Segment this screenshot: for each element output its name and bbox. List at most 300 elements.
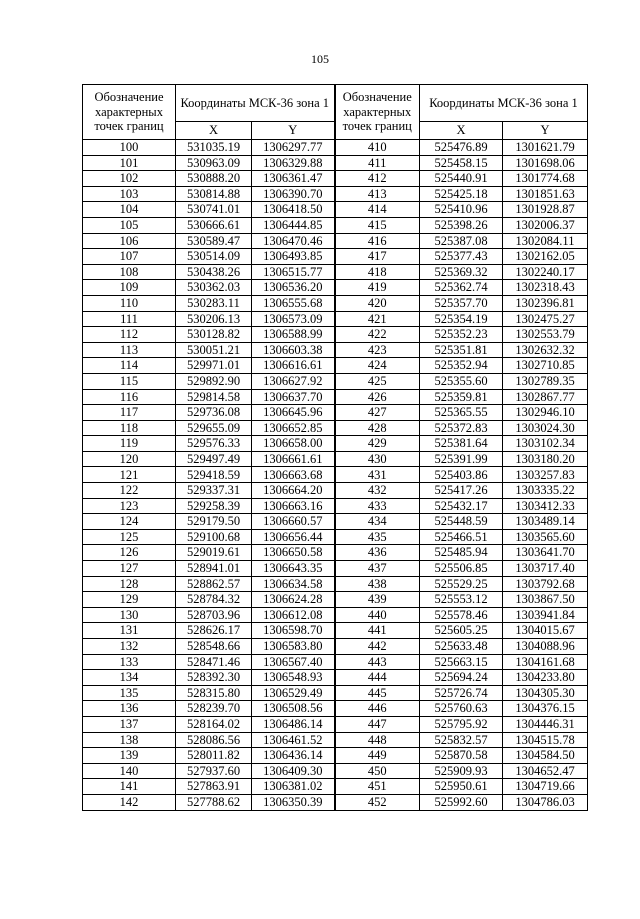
y-left-cell: 1306588.99 xyxy=(252,327,335,343)
y-left-cell: 1306529.49 xyxy=(252,685,335,701)
y-left-cell: 1306444.85 xyxy=(252,217,335,233)
x-left-cell: 529892.90 xyxy=(176,373,252,389)
table-row xyxy=(83,327,588,343)
coords-header-right: Координаты МСК-36 зона 1 xyxy=(420,85,588,122)
y-left-cell: 1306603.38 xyxy=(252,342,335,358)
y-right-cell: 1304088.96 xyxy=(503,639,588,655)
point-id-left-cell: 126 xyxy=(83,545,176,561)
point-id-left-cell: 102 xyxy=(83,171,176,187)
table-row xyxy=(83,794,588,810)
point-id-left-cell: 122 xyxy=(83,483,176,499)
x-right-cell: 525950.61 xyxy=(420,779,503,795)
table-row xyxy=(83,186,588,202)
y-header-left: Y xyxy=(252,122,335,140)
y-right-cell: 1304446.31 xyxy=(503,716,588,732)
table-row xyxy=(83,654,588,670)
y-right-cell: 1303024.30 xyxy=(503,420,588,436)
y-left-cell: 1306536.20 xyxy=(252,280,335,296)
point-id-right-cell: 420 xyxy=(335,295,420,311)
x-left-cell: 530206.13 xyxy=(176,311,252,327)
table-row xyxy=(83,639,588,655)
point-id-right-cell: 439 xyxy=(335,592,420,608)
x-right-cell: 525377.43 xyxy=(420,249,503,265)
point-id-left-cell: 105 xyxy=(83,217,176,233)
point-id-right-cell: 411 xyxy=(335,155,420,171)
point-id-left-cell: 116 xyxy=(83,389,176,405)
y-left-cell: 1306567.40 xyxy=(252,654,335,670)
y-left-cell: 1306470.46 xyxy=(252,233,335,249)
point-label-header-left: Обозначение характерных точек границ xyxy=(83,85,176,140)
point-id-right-cell: 417 xyxy=(335,249,420,265)
table-row xyxy=(83,607,588,623)
table-row xyxy=(83,529,588,545)
table-row xyxy=(83,716,588,732)
y-left-cell: 1306637.70 xyxy=(252,389,335,405)
x-right-cell: 525417.26 xyxy=(420,483,503,499)
y-right-cell: 1302867.77 xyxy=(503,389,588,405)
point-id-left-cell: 142 xyxy=(83,794,176,810)
point-id-left-cell: 113 xyxy=(83,342,176,358)
x-left-cell: 530589.47 xyxy=(176,233,252,249)
x-right-cell: 525352.23 xyxy=(420,327,503,343)
y-left-cell: 1306663.68 xyxy=(252,467,335,483)
x-right-cell: 525694.24 xyxy=(420,670,503,686)
table-row xyxy=(83,670,588,686)
x-right-cell: 525381.64 xyxy=(420,436,503,452)
point-id-right-cell: 448 xyxy=(335,732,420,748)
x-right-cell: 525362.74 xyxy=(420,280,503,296)
x-left-cell: 529814.58 xyxy=(176,389,252,405)
y-left-cell: 1306555.68 xyxy=(252,295,335,311)
x-right-cell: 525403.86 xyxy=(420,467,503,483)
y-right-cell: 1302475.27 xyxy=(503,311,588,327)
y-left-cell: 1306548.93 xyxy=(252,670,335,686)
point-id-right-cell: 414 xyxy=(335,202,420,218)
y-left-cell: 1306381.02 xyxy=(252,779,335,795)
point-id-left-cell: 135 xyxy=(83,685,176,701)
x-right-cell: 525359.81 xyxy=(420,389,503,405)
x-right-cell: 525352.94 xyxy=(420,358,503,374)
x-left-cell: 530888.20 xyxy=(176,171,252,187)
coords-header-left: Координаты МСК-36 зона 1 xyxy=(176,85,335,122)
point-id-right-cell: 428 xyxy=(335,420,420,436)
table-row xyxy=(83,732,588,748)
x-right-cell: 525448.59 xyxy=(420,514,503,530)
y-left-cell: 1306329.88 xyxy=(252,155,335,171)
table-row xyxy=(83,685,588,701)
y-left-cell: 1306461.52 xyxy=(252,732,335,748)
point-id-right-cell: 442 xyxy=(335,639,420,655)
table-row xyxy=(83,405,588,421)
table-row xyxy=(83,389,588,405)
point-id-right-cell: 452 xyxy=(335,794,420,810)
x-right-cell: 525372.83 xyxy=(420,420,503,436)
point-id-left-cell: 118 xyxy=(83,420,176,436)
table-row xyxy=(83,249,588,265)
y-left-cell: 1306643.35 xyxy=(252,561,335,577)
table-row xyxy=(83,451,588,467)
point-id-right-cell: 444 xyxy=(335,670,420,686)
y-left-cell: 1306612.08 xyxy=(252,607,335,623)
x-left-cell: 528548.66 xyxy=(176,639,252,655)
table-row xyxy=(83,171,588,187)
x-right-cell: 525832.57 xyxy=(420,732,503,748)
x-header-left: X xyxy=(176,122,252,140)
table-row xyxy=(83,420,588,436)
x-left-cell: 527937.60 xyxy=(176,763,252,779)
x-left-cell: 528941.01 xyxy=(176,561,252,577)
x-left-cell: 528784.32 xyxy=(176,592,252,608)
point-id-right-cell: 447 xyxy=(335,716,420,732)
y-right-cell: 1301621.79 xyxy=(503,140,588,156)
table-row xyxy=(83,155,588,171)
x-right-cell: 525357.70 xyxy=(420,295,503,311)
y-left-cell: 1306409.30 xyxy=(252,763,335,779)
x-right-cell: 525432.17 xyxy=(420,498,503,514)
x-right-cell: 525909.93 xyxy=(420,763,503,779)
point-id-left-cell: 131 xyxy=(83,623,176,639)
table-row xyxy=(83,561,588,577)
x-left-cell: 530128.82 xyxy=(176,327,252,343)
x-right-cell: 525410.96 xyxy=(420,202,503,218)
table-row xyxy=(83,264,588,280)
y-left-cell: 1306627.92 xyxy=(252,373,335,389)
x-left-cell: 530438.26 xyxy=(176,264,252,280)
y-right-cell: 1301774.68 xyxy=(503,171,588,187)
x-left-cell: 529337.31 xyxy=(176,483,252,499)
x-right-cell: 525425.18 xyxy=(420,186,503,202)
x-right-cell: 525485.94 xyxy=(420,545,503,561)
point-id-left-cell: 101 xyxy=(83,155,176,171)
x-right-cell: 525605.25 xyxy=(420,623,503,639)
x-right-cell: 525992.60 xyxy=(420,794,503,810)
x-left-cell: 528086.56 xyxy=(176,732,252,748)
x-left-cell: 528164.02 xyxy=(176,716,252,732)
y-right-cell: 1303102.34 xyxy=(503,436,588,452)
table-row xyxy=(83,436,588,452)
y-left-cell: 1306508.56 xyxy=(252,701,335,717)
x-right-cell: 525870.58 xyxy=(420,748,503,764)
point-id-right-cell: 422 xyxy=(335,327,420,343)
point-id-left-cell: 109 xyxy=(83,280,176,296)
point-id-right-cell: 450 xyxy=(335,763,420,779)
table-row xyxy=(83,295,588,311)
x-left-cell: 530666.61 xyxy=(176,217,252,233)
point-id-left-cell: 117 xyxy=(83,405,176,421)
x-left-cell: 529418.59 xyxy=(176,467,252,483)
x-right-cell: 525529.25 xyxy=(420,576,503,592)
y-left-cell: 1306390.70 xyxy=(252,186,335,202)
point-id-right-cell: 451 xyxy=(335,779,420,795)
y-right-cell: 1303565.60 xyxy=(503,529,588,545)
x-right-cell: 525440.91 xyxy=(420,171,503,187)
y-left-cell: 1306658.00 xyxy=(252,436,335,452)
point-id-right-cell: 410 xyxy=(335,140,420,156)
point-id-right-cell: 413 xyxy=(335,186,420,202)
x-right-cell: 525760.63 xyxy=(420,701,503,717)
point-id-right-cell: 443 xyxy=(335,654,420,670)
y-right-cell: 1304515.78 xyxy=(503,732,588,748)
point-id-right-cell: 415 xyxy=(335,217,420,233)
y-right-cell: 1302240.17 xyxy=(503,264,588,280)
y-left-cell: 1306297.77 xyxy=(252,140,335,156)
point-id-right-cell: 431 xyxy=(335,467,420,483)
point-id-left-cell: 104 xyxy=(83,202,176,218)
point-id-left-cell: 128 xyxy=(83,576,176,592)
y-right-cell: 1302084.11 xyxy=(503,233,588,249)
y-left-cell: 1306660.57 xyxy=(252,514,335,530)
y-right-cell: 1304305.30 xyxy=(503,685,588,701)
x-left-cell: 530283.11 xyxy=(176,295,252,311)
point-id-right-cell: 435 xyxy=(335,529,420,545)
y-right-cell: 1304015.67 xyxy=(503,623,588,639)
x-right-cell: 525355.60 xyxy=(420,373,503,389)
x-left-cell: 529258.39 xyxy=(176,498,252,514)
x-left-cell: 530362.03 xyxy=(176,280,252,296)
point-id-right-cell: 440 xyxy=(335,607,420,623)
x-left-cell: 531035.19 xyxy=(176,140,252,156)
y-header-right: Y xyxy=(503,122,588,140)
point-id-right-cell: 412 xyxy=(335,171,420,187)
point-id-left-cell: 123 xyxy=(83,498,176,514)
point-id-right-cell: 427 xyxy=(335,405,420,421)
table-body xyxy=(83,140,588,811)
point-id-right-cell: 423 xyxy=(335,342,420,358)
table-row xyxy=(83,701,588,717)
point-id-left-cell: 132 xyxy=(83,639,176,655)
point-id-left-cell: 139 xyxy=(83,748,176,764)
y-right-cell: 1304161.68 xyxy=(503,654,588,670)
point-id-left-cell: 121 xyxy=(83,467,176,483)
x-left-cell: 529019.61 xyxy=(176,545,252,561)
y-right-cell: 1304376.15 xyxy=(503,701,588,717)
point-id-right-cell: 416 xyxy=(335,233,420,249)
table-row xyxy=(83,623,588,639)
y-right-cell: 1302946.10 xyxy=(503,405,588,421)
y-right-cell: 1302632.32 xyxy=(503,342,588,358)
y-right-cell: 1304652.47 xyxy=(503,763,588,779)
y-left-cell: 1306493.85 xyxy=(252,249,335,265)
point-id-left-cell: 129 xyxy=(83,592,176,608)
x-right-cell: 525466.51 xyxy=(420,529,503,545)
y-right-cell: 1301698.06 xyxy=(503,155,588,171)
y-left-cell: 1306583.80 xyxy=(252,639,335,655)
point-label-header-right: Обозначение характерных точек границ xyxy=(335,85,420,140)
y-right-cell: 1302396.81 xyxy=(503,295,588,311)
x-right-cell: 525795.92 xyxy=(420,716,503,732)
y-left-cell: 1306650.58 xyxy=(252,545,335,561)
point-id-right-cell: 432 xyxy=(335,483,420,499)
y-right-cell: 1302789.35 xyxy=(503,373,588,389)
point-id-left-cell: 141 xyxy=(83,779,176,795)
point-id-right-cell: 437 xyxy=(335,561,420,577)
point-id-left-cell: 140 xyxy=(83,763,176,779)
table-row xyxy=(83,779,588,795)
y-left-cell: 1306664.20 xyxy=(252,483,335,499)
table-row xyxy=(83,358,588,374)
x-left-cell: 530051.21 xyxy=(176,342,252,358)
x-right-cell: 525633.48 xyxy=(420,639,503,655)
y-right-cell: 1302710.85 xyxy=(503,358,588,374)
table-row xyxy=(83,373,588,389)
point-id-left-cell: 106 xyxy=(83,233,176,249)
point-id-left-cell: 124 xyxy=(83,514,176,530)
x-left-cell: 527788.62 xyxy=(176,794,252,810)
point-id-right-cell: 418 xyxy=(335,264,420,280)
table-row xyxy=(83,280,588,296)
point-id-right-cell: 434 xyxy=(335,514,420,530)
point-id-left-cell: 127 xyxy=(83,561,176,577)
x-right-cell: 525663.15 xyxy=(420,654,503,670)
point-id-left-cell: 110 xyxy=(83,295,176,311)
y-left-cell: 1306598.70 xyxy=(252,623,335,639)
point-id-right-cell: 424 xyxy=(335,358,420,374)
y-right-cell: 1303792.68 xyxy=(503,576,588,592)
x-left-cell: 530814.88 xyxy=(176,186,252,202)
y-left-cell: 1306645.96 xyxy=(252,405,335,421)
x-left-cell: 528862.57 xyxy=(176,576,252,592)
x-left-cell: 528239.70 xyxy=(176,701,252,717)
point-id-left-cell: 120 xyxy=(83,451,176,467)
y-left-cell: 1306486.14 xyxy=(252,716,335,732)
point-id-right-cell: 446 xyxy=(335,701,420,717)
x-left-cell: 530963.09 xyxy=(176,155,252,171)
point-id-right-cell: 449 xyxy=(335,748,420,764)
point-id-right-cell: 445 xyxy=(335,685,420,701)
table-row xyxy=(83,545,588,561)
point-id-left-cell: 125 xyxy=(83,529,176,545)
x-left-cell: 529497.49 xyxy=(176,451,252,467)
x-left-cell: 529576.33 xyxy=(176,436,252,452)
x-right-cell: 525354.19 xyxy=(420,311,503,327)
table-row xyxy=(83,217,588,233)
point-id-right-cell: 429 xyxy=(335,436,420,452)
y-left-cell: 1306652.85 xyxy=(252,420,335,436)
y-right-cell: 1303717.40 xyxy=(503,561,588,577)
point-id-left-cell: 107 xyxy=(83,249,176,265)
point-id-left-cell: 100 xyxy=(83,140,176,156)
x-left-cell: 530514.09 xyxy=(176,249,252,265)
page-number: 105 xyxy=(311,52,329,66)
point-id-left-cell: 103 xyxy=(83,186,176,202)
y-right-cell: 1303867.50 xyxy=(503,592,588,608)
y-left-cell: 1306634.58 xyxy=(252,576,335,592)
y-right-cell: 1303257.83 xyxy=(503,467,588,483)
point-id-left-cell: 111 xyxy=(83,311,176,327)
point-id-left-cell: 137 xyxy=(83,716,176,732)
point-id-right-cell: 433 xyxy=(335,498,420,514)
point-id-right-cell: 419 xyxy=(335,280,420,296)
x-header-right: X xyxy=(420,122,503,140)
y-right-cell: 1302162.05 xyxy=(503,249,588,265)
x-left-cell: 529655.09 xyxy=(176,420,252,436)
point-id-left-cell: 138 xyxy=(83,732,176,748)
point-id-right-cell: 430 xyxy=(335,451,420,467)
x-left-cell: 528392.30 xyxy=(176,670,252,686)
y-left-cell: 1306515.77 xyxy=(252,264,335,280)
x-right-cell: 525476.89 xyxy=(420,140,503,156)
y-left-cell: 1306663.16 xyxy=(252,498,335,514)
point-id-left-cell: 115 xyxy=(83,373,176,389)
y-left-cell: 1306361.47 xyxy=(252,171,335,187)
y-left-cell: 1306616.61 xyxy=(252,358,335,374)
y-left-cell: 1306418.50 xyxy=(252,202,335,218)
y-right-cell: 1303412.33 xyxy=(503,498,588,514)
table-row xyxy=(83,763,588,779)
y-right-cell: 1304786.03 xyxy=(503,794,588,810)
x-right-cell: 525553.12 xyxy=(420,592,503,608)
table-row xyxy=(83,140,588,156)
table-row xyxy=(83,202,588,218)
x-right-cell: 525578.46 xyxy=(420,607,503,623)
table-row xyxy=(83,748,588,764)
x-right-cell: 525387.08 xyxy=(420,233,503,249)
y-right-cell: 1302553.79 xyxy=(503,327,588,343)
y-left-cell: 1306624.28 xyxy=(252,592,335,608)
table-row xyxy=(83,342,588,358)
y-right-cell: 1301851.63 xyxy=(503,186,588,202)
y-right-cell: 1302006.37 xyxy=(503,217,588,233)
point-id-left-cell: 119 xyxy=(83,436,176,452)
y-right-cell: 1304719.66 xyxy=(503,779,588,795)
y-right-cell: 1303180.20 xyxy=(503,451,588,467)
point-id-left-cell: 114 xyxy=(83,358,176,374)
x-left-cell: 529179.50 xyxy=(176,514,252,530)
x-left-cell: 528315.80 xyxy=(176,685,252,701)
point-id-right-cell: 425 xyxy=(335,373,420,389)
table-row xyxy=(83,467,588,483)
x-right-cell: 525506.85 xyxy=(420,561,503,577)
y-right-cell: 1301928.87 xyxy=(503,202,588,218)
coordinates-table xyxy=(82,84,588,811)
x-left-cell: 528011.82 xyxy=(176,748,252,764)
x-right-cell: 525726.74 xyxy=(420,685,503,701)
table-row xyxy=(83,514,588,530)
y-left-cell: 1306350.39 xyxy=(252,794,335,810)
point-id-right-cell: 441 xyxy=(335,623,420,639)
x-right-cell: 525365.55 xyxy=(420,405,503,421)
y-right-cell: 1304233.80 xyxy=(503,670,588,686)
point-id-left-cell: 134 xyxy=(83,670,176,686)
x-left-cell: 528626.17 xyxy=(176,623,252,639)
y-right-cell: 1303941.84 xyxy=(503,607,588,623)
y-left-cell: 1306656.44 xyxy=(252,529,335,545)
x-left-cell: 529971.01 xyxy=(176,358,252,374)
table-row xyxy=(83,483,588,499)
y-left-cell: 1306436.14 xyxy=(252,748,335,764)
point-id-right-cell: 421 xyxy=(335,311,420,327)
point-id-right-cell: 438 xyxy=(335,576,420,592)
table-row xyxy=(83,311,588,327)
point-id-left-cell: 136 xyxy=(83,701,176,717)
table-row xyxy=(83,498,588,514)
y-right-cell: 1303335.22 xyxy=(503,483,588,499)
table-row xyxy=(83,576,588,592)
point-id-right-cell: 436 xyxy=(335,545,420,561)
y-right-cell: 1303641.70 xyxy=(503,545,588,561)
x-right-cell: 525351.81 xyxy=(420,342,503,358)
point-id-left-cell: 133 xyxy=(83,654,176,670)
x-left-cell: 527863.91 xyxy=(176,779,252,795)
table-row xyxy=(83,233,588,249)
x-left-cell: 528471.46 xyxy=(176,654,252,670)
y-right-cell: 1302318.43 xyxy=(503,280,588,296)
y-right-cell: 1304584.50 xyxy=(503,748,588,764)
x-right-cell: 525391.99 xyxy=(420,451,503,467)
x-right-cell: 525369.32 xyxy=(420,264,503,280)
table-row xyxy=(83,592,588,608)
x-left-cell: 530741.01 xyxy=(176,202,252,218)
